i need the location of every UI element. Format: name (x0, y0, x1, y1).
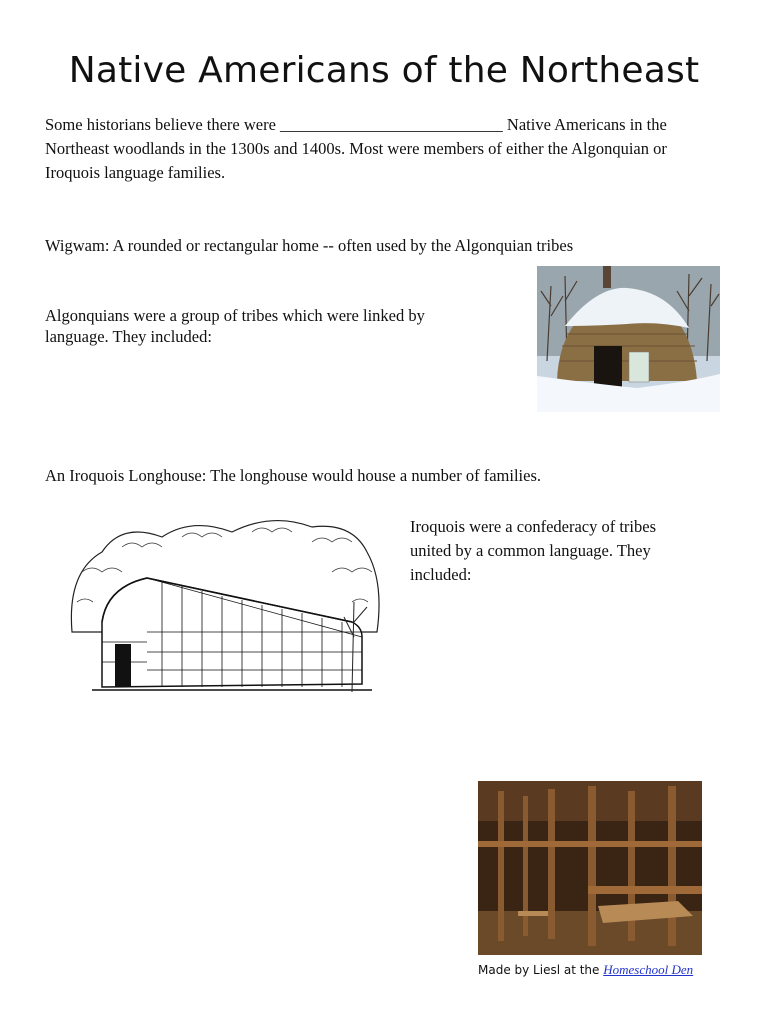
iroquois-text: Iroquois were a confederacy of tribes united by a common language. They included: (410, 517, 657, 584)
wigwam-caption: Wigwam: A rounded or rectangular home -- often used by the Algonquian tribes (45, 236, 574, 255)
longhouse-drawing (62, 512, 387, 708)
credit-line (478, 962, 693, 978)
homeschool-den-link[interactable]: Homeschool Den (603, 962, 694, 977)
credit-prefix: Made by Liesl at the (478, 963, 604, 977)
algonquian-text: Algonquians were a group of tribes which were linked by language. They included: (45, 306, 425, 346)
wigwam-photo (537, 266, 720, 412)
intro-paragraph: Some historians believe there were ___________________________ Native Americans in the Northeast woodlands in the 1300s and 1400s. Most were members of either the Algonquian or Iroquois language families. (45, 115, 667, 182)
page-title: Native Americans of the Northeast (68, 50, 700, 91)
longhouse-caption: An Iroquois Longhouse: The longhouse would house a number of families. (45, 466, 541, 485)
longhouse-interior-photo (478, 781, 702, 955)
